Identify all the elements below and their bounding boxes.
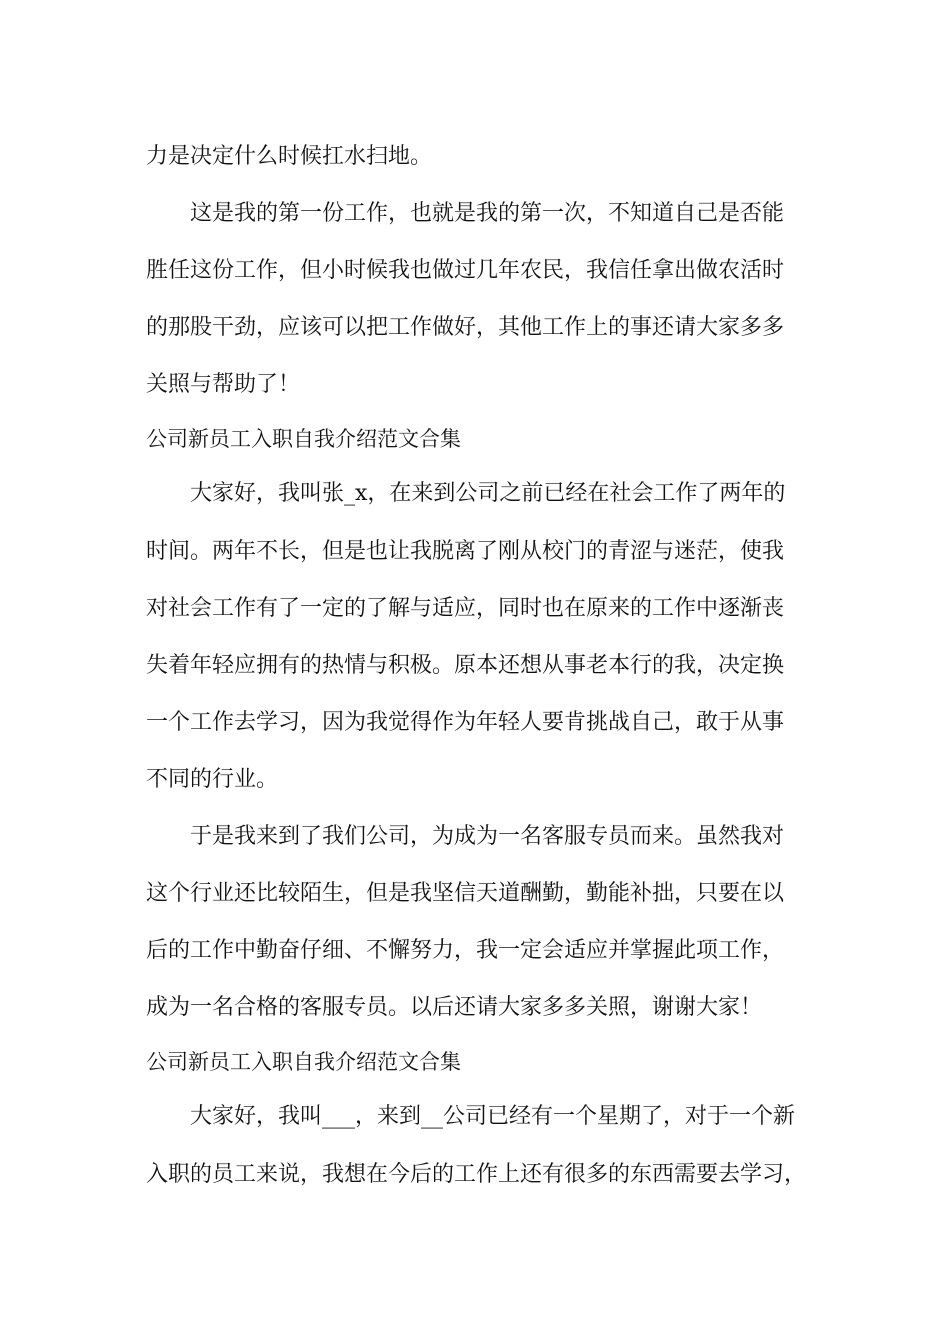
paragraph-line: 时间。两年不长，但是也让我脱离了刚从校门的青涩与迷茫，使我 — [146, 538, 785, 564]
paragraph-line: 的那股干劲，应该可以把工作做好，其他工作上的事还请大家多多 — [146, 315, 785, 341]
paragraph-line: 大家好，我叫___，来到__公司已经有一个星期了，对于一个新 — [190, 1104, 796, 1130]
paragraph-line: 对社会工作有了一定的了解与适应，同时也在原来的工作中逐渐丧 — [146, 595, 785, 621]
paragraph-line: 成为一名合格的客服专员。以后还请大家多多关照，谢谢大家！ — [146, 995, 763, 1021]
paragraph-line: 关照与帮助了！ — [146, 372, 301, 398]
paragraph-line: 胜任这份工作，但小时候我也做过几年农民，我信任拿出做农活时 — [146, 258, 785, 284]
paragraph-line: 入职的员工来说，我想在今后的工作上还有很多的东西需要去学习， — [146, 1161, 807, 1187]
paragraph-line: 大家好，我叫张_x，在来到公司之前已经在社会工作了两年的 — [190, 481, 786, 507]
paragraph-line: 这个行业还比较陌生，但是我坚信天道酬勤，勤能补拙，只要在以 — [146, 881, 785, 907]
paragraph-line: 这是我的第一份工作，也就是我的第一次，不知道自己是否能 — [190, 201, 785, 227]
document-body — [146, 128, 811, 1203]
paragraph-line: 于是我来到了我们公司，为成为一名客服专员而来。虽然我对 — [190, 824, 785, 850]
paragraph-line: 力是决定什么时候扛水扫地。 — [146, 144, 433, 169]
paragraph-line: 失着年轻应拥有的热情与积极。原本还想从事老本行的我，决定换 — [146, 652, 785, 678]
section-heading: 公司新员工入职自我介绍范文合集 — [146, 1050, 461, 1075]
paragraph-line: 不同的行业。 — [146, 766, 279, 792]
section-heading: 公司新员工入职自我介绍范文合集 — [146, 427, 461, 452]
paragraph-line: 后的工作中勤奋仔细、不懈努力，我一定会适应并掌握此项工作， — [146, 938, 785, 964]
paragraph-line: 一个工作去学习，因为我觉得作为年轻人要肯挑战自己，敢于从事 — [146, 709, 785, 735]
